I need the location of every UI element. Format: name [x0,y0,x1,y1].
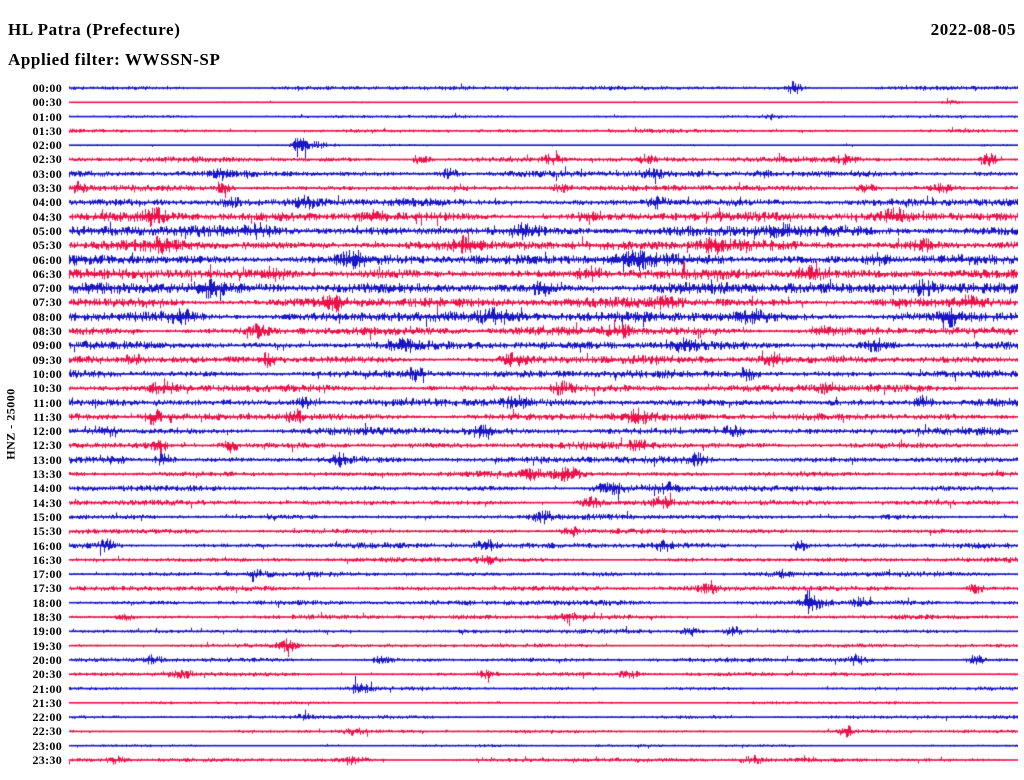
row-time-label: 04:00 [32,195,62,210]
row-time-label: 16:00 [32,538,62,553]
row-time-label: 04:30 [32,209,62,224]
row-time-label: 12:30 [32,438,62,453]
date-label: 2022-08-05 [930,20,1016,39]
row-time-label: 15:00 [32,509,62,524]
row-time-label: 07:30 [32,295,62,310]
row-time-label: 14:30 [32,495,62,510]
row-time-label: 21:00 [32,681,62,696]
row-time-label: 20:00 [32,652,62,667]
row-time-label: 19:30 [32,638,62,653]
row-time-label: 07:00 [32,281,62,296]
row-time-label: 08:00 [32,309,62,324]
row-time-label: 01:00 [32,109,62,124]
row-time-label: 20:30 [32,667,62,682]
row-time-label: 11:00 [33,395,62,410]
row-time-label: 19:00 [32,624,62,639]
page-title: HL Patra (Prefecture) [8,20,181,39]
row-time-label: 18:30 [32,610,62,625]
row-time-label: 03:00 [32,166,62,181]
row-time-label: 06:00 [32,252,62,267]
row-time-label: 23:00 [32,738,62,753]
row-time-label: 00:30 [32,95,62,110]
row-time-label: 05:30 [32,238,62,253]
row-time-label: 21:30 [32,695,62,710]
row-time-label: 12:00 [32,424,62,439]
row-time-label: 02:00 [32,138,62,153]
row-time-label: 11:30 [33,409,62,424]
row-time-label: 05:00 [32,223,62,238]
row-time-label: 16:30 [32,552,62,567]
row-time-label: 13:00 [32,452,62,467]
row-time-label: 06:30 [32,266,62,281]
row-time-label: 02:30 [32,152,62,167]
row-time-label: 09:00 [32,338,62,353]
row-time-label: 01:30 [32,123,62,138]
row-time-label: 13:30 [32,467,62,482]
row-time-label: 17:30 [32,581,62,596]
row-time-label: 17:00 [32,567,62,582]
row-time-label: 22:30 [32,724,62,739]
row-time-label: 22:00 [32,710,62,725]
row-time-label: 03:30 [32,181,62,196]
row-time-label: 15:30 [32,524,62,539]
seismogram-trace-canvas [68,80,1018,772]
row-time-label: 00:00 [32,81,62,95]
applied-filter-label: Applied filter: WWSSN-SP [8,50,221,69]
row-time-label: 10:30 [32,381,62,396]
row-time-label: 14:00 [32,481,62,496]
time-label-column [0,0,62,780]
row-time-label: 10:00 [32,366,62,381]
row-time-label: 08:30 [32,324,62,339]
row-time-label: 23:30 [32,753,62,767]
channel-scale-label: HNZ - 25000 [3,388,18,460]
row-time-label: 18:00 [32,595,62,610]
row-time-label: 09:30 [32,352,62,367]
